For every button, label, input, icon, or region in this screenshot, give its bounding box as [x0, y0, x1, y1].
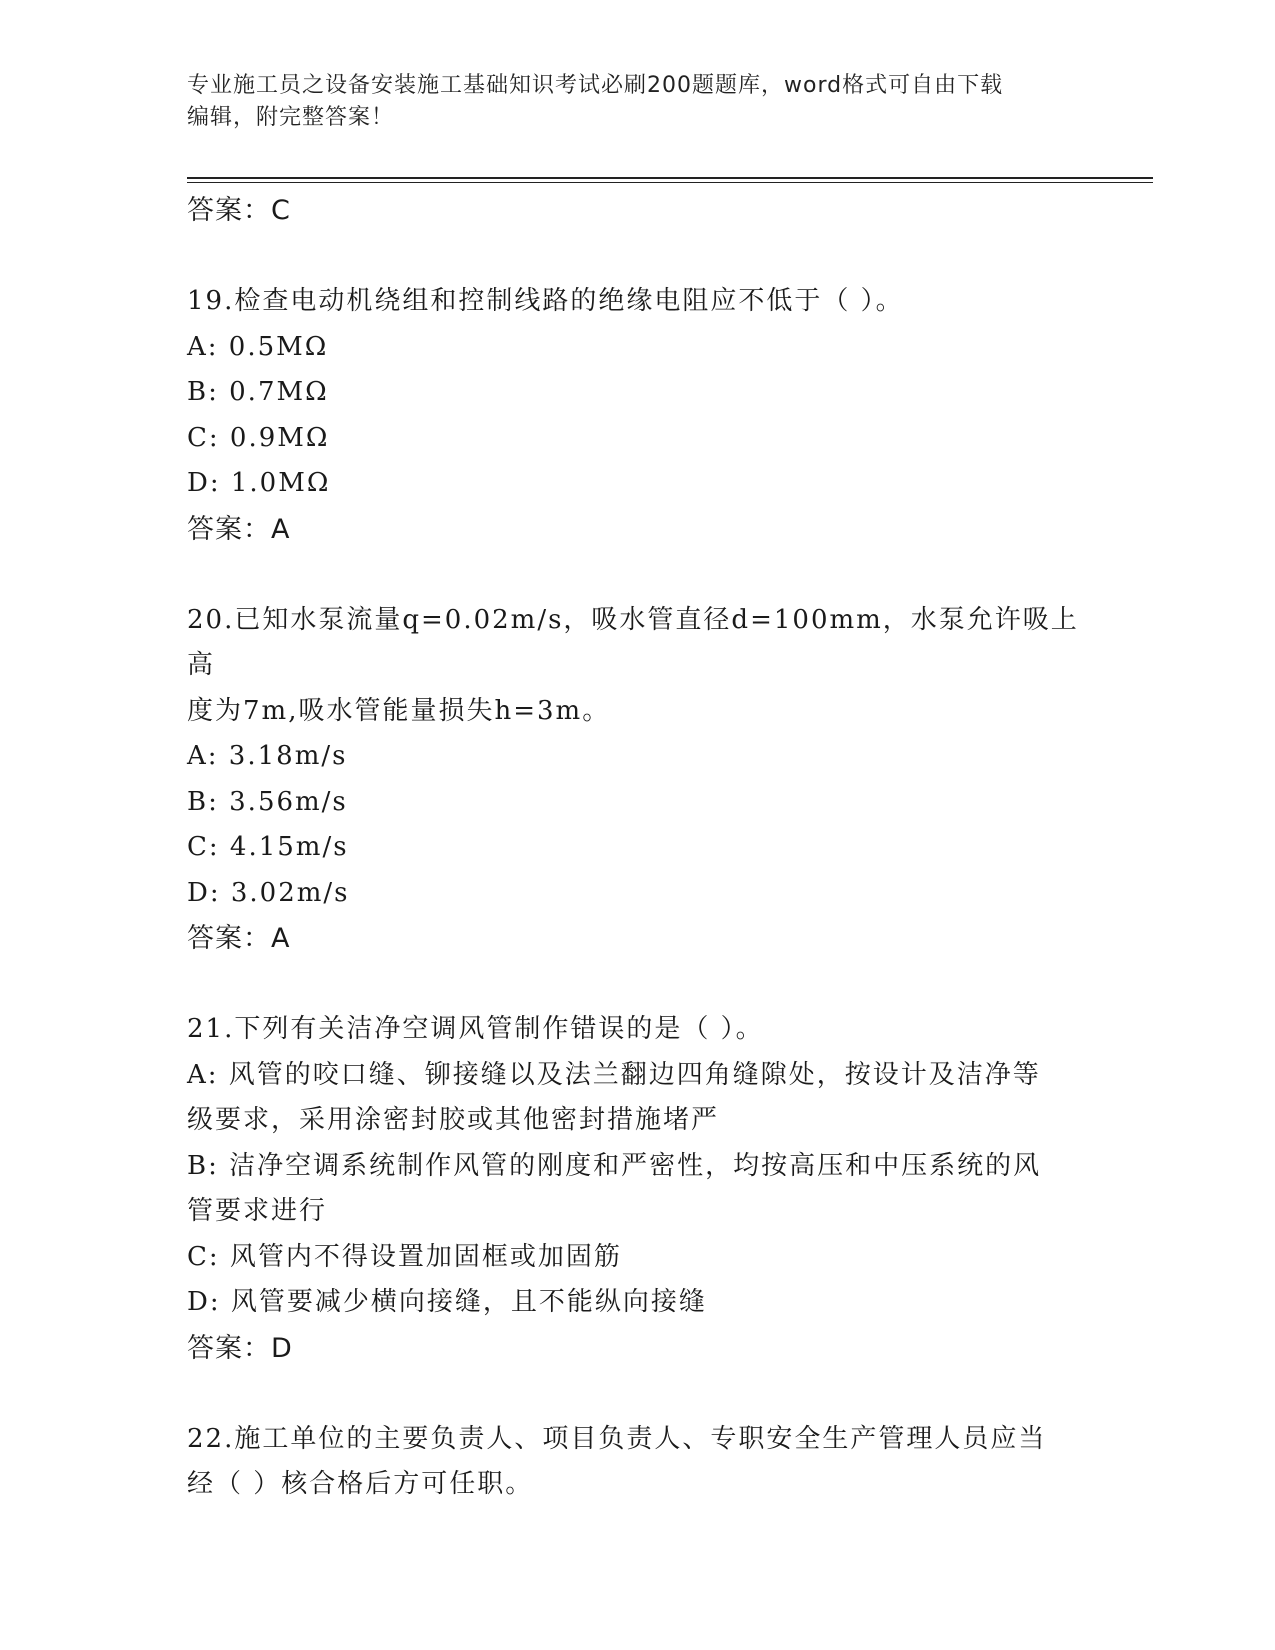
option-b: B: 3.56m/s [187, 786, 348, 817]
option-c: C: 0.9MΩ [187, 422, 330, 453]
question-content [187, 188, 1087, 1508]
option-a: A: 风管的咬口缝、铆接缝以及法兰翻边四角缝隙处，按设计及洁净等 [187, 1059, 1041, 1090]
document-header [187, 70, 1067, 134]
answer: 答案：D [187, 1332, 293, 1364]
spacer [187, 234, 1087, 280]
question-stem: 21.下列有关洁净空调风管制作错误的是（ ）。 [187, 1014, 764, 1044]
question-stem: 20.已知水泵流量q=0.02m/s，吸水管直径d=100mm，水泵允许吸上高 [187, 604, 1079, 680]
question-20 [187, 598, 1087, 962]
question-19 [187, 279, 1087, 552]
option-d: D: 风管要减少横向接缝，且不能纵向接缝 [187, 1287, 707, 1317]
option-c: C: 4.15m/s [187, 832, 349, 862]
question-22 [187, 1417, 1087, 1508]
question-21 [187, 1007, 1087, 1371]
option-a-continued: 级要求，采用涂密封胶或其他密封措施堵严 [187, 1105, 720, 1135]
spacer [187, 1371, 1087, 1417]
question-stem: 22.施工单位的主要负责人、项目负责人、专职安全生产管理人员应当 [187, 1423, 1047, 1454]
previous-answer: 答案：C [187, 195, 291, 226]
header-rule-thin [187, 182, 1153, 183]
question-stem-continued: 经（ ）核合格后方可任职。 [187, 1469, 534, 1499]
option-b: B: 洁净空调系统制作风管的刚度和严密性，均按高压和中压系统的风 [187, 1150, 1042, 1181]
question-stem-continued: 度为7m,吸水管能量损失h=3m。 [187, 695, 611, 726]
spacer [187, 552, 1087, 598]
header-rule-thick [187, 177, 1153, 179]
answer: 答案：A [187, 923, 291, 954]
option-d: D: 3.02m/s [187, 877, 350, 908]
option-b: B: 0.7MΩ [187, 377, 329, 407]
header-line-1: 专业施工员之设备安装施工基础知识考试必刷200题题库，word格式可自由下载 [187, 73, 1004, 98]
option-c: C: 风管内不得设置加固框或加固筋 [187, 1241, 622, 1272]
option-a: A: 3.18m/s [187, 741, 348, 771]
option-a: A: 0.5MΩ [187, 331, 329, 362]
question-stem: 19.检查电动机绕组和控制线路的绝缘电阻应不低于（ ）。 [187, 286, 904, 316]
option-d: D: 1.0MΩ [187, 468, 331, 498]
answer: 答案：A [187, 513, 291, 545]
header-line-2: 编辑，附完整答案！ [187, 105, 395, 130]
option-b-continued: 管要求进行 [187, 1196, 328, 1226]
spacer [187, 962, 1087, 1008]
